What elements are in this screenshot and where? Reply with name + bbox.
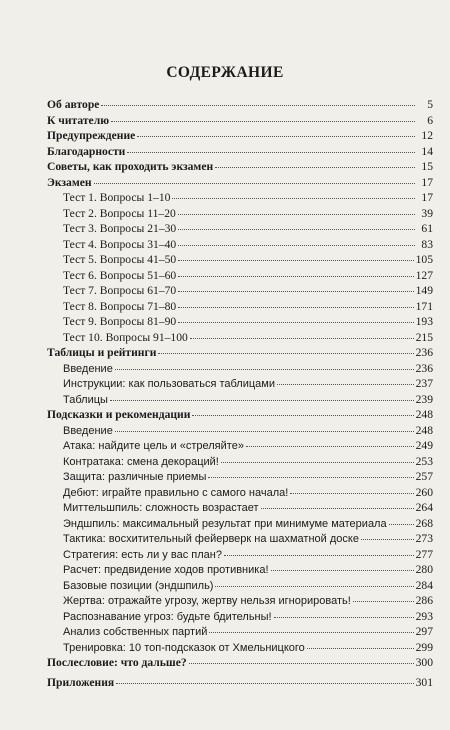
toc-entry-attack <box>47 438 433 454</box>
toc-entry-label: Тест 9. Вопросы 81–90 <box>63 315 177 328</box>
dot-leader <box>192 415 413 416</box>
dot-leader <box>246 446 414 447</box>
toc-entry-page: 264 <box>415 501 433 514</box>
dot-leader <box>215 167 415 168</box>
toc-entry-test-8 <box>47 299 433 315</box>
toc-entry-game-analysis <box>47 624 433 640</box>
toc-entry-page: 257 <box>415 470 433 483</box>
toc-entry-label: Подсказки и рекомендации <box>47 408 191 421</box>
toc-entry-label: Таблицы <box>63 393 108 406</box>
dot-leader <box>178 229 415 230</box>
toc-entry-page: 193 <box>415 315 433 328</box>
dot-leader <box>178 260 413 261</box>
dot-leader <box>127 152 415 153</box>
toc-entry-page: 268 <box>415 516 433 530</box>
toc-entry-to-reader <box>47 113 433 129</box>
dot-leader <box>178 214 415 215</box>
dot-leader <box>307 648 414 649</box>
toc-entry-label: Предупреждение <box>47 129 136 142</box>
toc-entry-page: 299 <box>415 640 433 654</box>
toc-entry-tactics <box>47 531 433 547</box>
page-title: СОДЕРЖАНИЕ <box>166 64 284 81</box>
dot-leader <box>361 539 414 540</box>
toc-entry-page: 280 <box>415 563 433 576</box>
dot-leader <box>221 462 414 463</box>
toc-entry-page: 248 <box>415 408 433 421</box>
dot-leader <box>274 617 414 618</box>
toc-entry-test-9 <box>47 314 433 330</box>
toc-entry-page: 149 <box>415 284 433 297</box>
toc-entry-label: Тест 1. Вопросы 1–10 <box>63 191 171 204</box>
dot-leader <box>215 586 413 587</box>
toc-entry-label: Тест 6. Вопросы 51–60 <box>63 268 177 282</box>
dot-leader <box>224 555 414 556</box>
toc-entry-middlegame <box>47 500 433 516</box>
toc-entry-label: Базовые позиции (эндшпиль) <box>63 579 214 592</box>
toc-entry-defense <box>47 469 433 485</box>
dot-leader <box>178 276 413 277</box>
toc-entry-test-1 <box>47 190 433 206</box>
dot-leader <box>115 369 414 370</box>
toc-entry-label: Тест 7. Вопросы 61–70 <box>63 284 177 297</box>
toc-entry-appendices <box>47 675 433 691</box>
toc-entry-page: 301 <box>415 675 433 689</box>
toc-entry-afterword <box>47 655 433 671</box>
toc-entry-label: Атака: найдите цель и «стреляйте» <box>63 440 244 452</box>
toc-entry-acknowledgements <box>47 144 433 160</box>
dot-leader <box>115 431 414 432</box>
toc-entry-test-2 <box>47 206 433 222</box>
toc-entry-page: 286 <box>415 594 433 607</box>
toc-entry-page: 248 <box>415 423 433 437</box>
toc-entry-label: Тест 5. Вопросы 41–50 <box>63 253 177 266</box>
toc-entry-page: 249 <box>415 439 433 452</box>
toc-entry-about-author <box>47 97 433 113</box>
dot-leader <box>178 291 413 292</box>
toc-entry-page: 284 <box>415 578 433 592</box>
dot-leader <box>353 601 414 602</box>
toc-entry-exam <box>47 175 433 191</box>
toc-entry-label: Об авторе <box>47 98 100 111</box>
toc-entry-page: 127 <box>415 268 433 282</box>
toc-entry-calculation <box>47 562 433 578</box>
toc-entry-page: 5 <box>427 98 433 111</box>
toc-entry-page: 277 <box>415 547 433 561</box>
toc-entry-exam-tips <box>47 159 433 175</box>
dot-leader <box>178 322 413 323</box>
dot-leader <box>277 384 414 385</box>
toc-entry-label: Введение <box>63 362 113 375</box>
toc-entry-label: Инструкции: как пользоваться таблицами <box>63 378 275 390</box>
toc-entry-strategy <box>47 547 433 563</box>
toc-entry-label: Защита: различные приемы <box>63 471 207 483</box>
toc-entry-page: 215 <box>415 330 433 344</box>
toc-entry-label: Тест 8. Вопросы 71–80 <box>63 299 177 313</box>
toc-entry-label: Введение <box>63 424 113 437</box>
toc-entry-page: 236 <box>415 361 433 375</box>
toc-entry-hints <box>47 407 433 423</box>
toc-entry-label: Приложения <box>47 675 115 689</box>
toc-entry-label: Таблицы и рейтинги <box>47 346 157 359</box>
toc-entry-test-10 <box>47 330 433 346</box>
toc-entry-page: 236 <box>415 346 433 359</box>
dot-leader <box>158 353 413 354</box>
toc-entry-test-3 <box>47 221 433 237</box>
toc-entry-label: Экзамен <box>47 175 92 189</box>
toc-entry-test-6 <box>47 268 433 284</box>
toc-entry-page: 253 <box>415 454 433 468</box>
toc-entry-page: 105 <box>415 253 433 266</box>
toc-entry-test-5 <box>47 252 433 268</box>
toc-entry-label: Тест 2. Вопросы 11–20 <box>63 206 176 220</box>
toc-entry-opening <box>47 485 433 501</box>
table-of-contents <box>47 97 433 690</box>
toc-entry-page: 237 <box>415 377 433 390</box>
toc-entry-label: Советы, как проходить экзамен <box>47 160 214 173</box>
toc-entry-label: Послесловие: что дальше? <box>47 656 187 669</box>
toc-entry-label: Тест 3. Вопросы 21–30 <box>63 222 177 235</box>
toc-entry-label: К читателю <box>47 113 110 127</box>
toc-entry-test-7 <box>47 283 433 299</box>
dot-leader <box>178 307 413 308</box>
dot-leader <box>137 136 415 137</box>
toc-entry-page: 83 <box>421 237 433 251</box>
toc-entry-label: Контратака: смена декораций! <box>63 455 219 468</box>
toc-entry-label: Тест 10. Вопросы 91–100 <box>63 330 188 344</box>
toc-entry-label: Миттельшпиль: сложность возрастает <box>63 502 259 514</box>
dot-leader <box>116 683 413 684</box>
dot-leader <box>178 245 415 246</box>
dot-leader <box>290 493 413 494</box>
toc-entry-label: Эндшпиль: максимальный результат при минимуме материала <box>63 517 387 530</box>
toc-entry-page: 39 <box>421 206 433 220</box>
toc-entry-sacrifice <box>47 593 433 609</box>
toc-entry-page: 6 <box>427 113 433 127</box>
dot-leader <box>101 105 415 106</box>
dot-leader <box>111 121 415 122</box>
toc-entry-warning <box>47 128 433 144</box>
toc-entry-label: Дебют: играйте правильно с самого начала! <box>63 486 289 499</box>
toc-entry-label: Распознавание угроз: будьте бдительны! <box>63 610 272 623</box>
toc-entry-label: Тактика: восхитительный фейерверк на шахматной доске <box>63 533 359 545</box>
dot-leader <box>389 524 414 525</box>
toc-entry-page: 260 <box>415 485 433 499</box>
toc-entry-page: 273 <box>415 532 433 545</box>
toc-entry-tables <box>47 392 433 408</box>
toc-entry-label: Тест 4. Вопросы 31–40 <box>63 237 177 251</box>
dot-leader <box>208 477 413 478</box>
toc-entry-page: 12 <box>421 129 433 142</box>
toc-entry-label: Стратегия: есть ли у вас план? <box>63 548 222 561</box>
toc-entry-label: Благодарности <box>47 144 126 158</box>
toc-entry-label: Тренировка: 10 топ-подсказок от Хмельницкого <box>63 641 305 654</box>
toc-entry-page: 239 <box>415 392 433 406</box>
toc-entry-training <box>47 640 433 656</box>
toc-entry-label: Анализ собственных партий <box>63 626 208 638</box>
toc-entry-page: 17 <box>421 175 433 189</box>
toc-entry-page: 171 <box>415 299 433 313</box>
toc-entry-basic-positions <box>47 578 433 594</box>
toc-entry-tables-ratings <box>47 345 433 361</box>
dot-leader <box>189 663 414 664</box>
toc-entry-tables-intro <box>47 361 433 377</box>
toc-entry-counterattack <box>47 454 433 470</box>
toc-entry-label: Жертва: отражайте угрозу, жертву нельзя игнорировать! <box>63 595 351 607</box>
toc-entry-page: 300 <box>415 656 433 669</box>
dot-leader <box>190 338 414 339</box>
toc-entry-page: 15 <box>421 160 433 173</box>
dot-leader <box>94 183 415 184</box>
toc-entry-threat-recognition <box>47 609 433 625</box>
dot-leader <box>261 508 414 509</box>
toc-entry-hints-intro <box>47 423 433 439</box>
toc-entry-label: Расчет: предвидение ходов противника! <box>63 564 269 576</box>
dot-leader <box>172 198 415 199</box>
dot-leader <box>209 632 413 633</box>
toc-entry-page: 14 <box>421 144 433 158</box>
toc-entry-test-4 <box>47 237 433 253</box>
toc-entry-page: 293 <box>415 609 433 623</box>
toc-entry-page: 297 <box>415 625 433 638</box>
dot-leader <box>271 570 414 571</box>
toc-entry-endgame <box>47 516 433 532</box>
toc-entry-page: 61 <box>421 222 433 235</box>
toc-entry-page: 17 <box>421 191 433 204</box>
dot-leader <box>110 400 414 401</box>
toc-entry-tables-instructions <box>47 376 433 392</box>
